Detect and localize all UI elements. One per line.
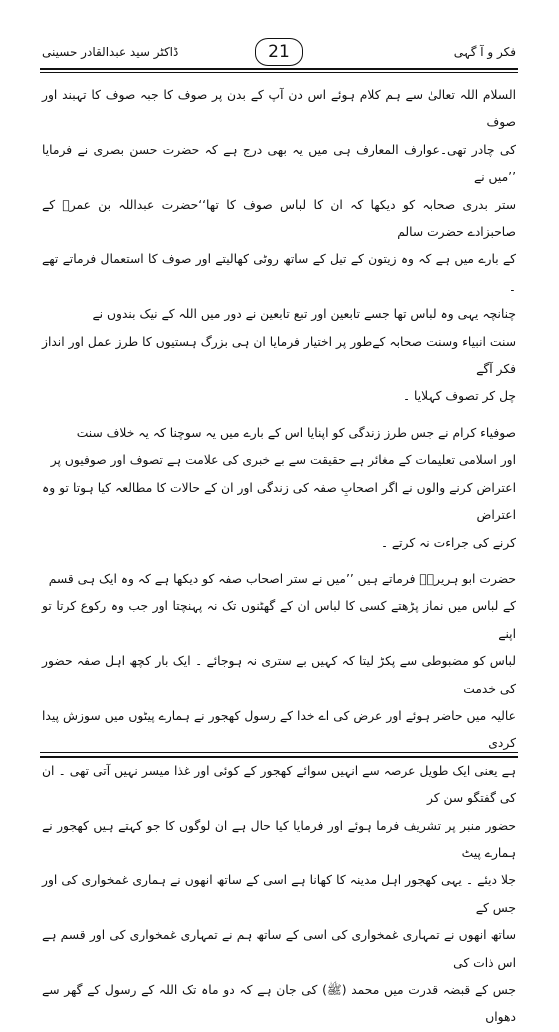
header-rule-thin: [40, 72, 518, 73]
text-line: اعتراض کرنے والوں نے اگر اصحابِ صفہ کی زندگی اور ان کے حالات کا مطالعہ کیا ہوتا تو وہ اعتراض: [42, 480, 516, 523]
page-body: [42, 82, 516, 1032]
text-line: جلا دیئے ۔ یہی کھجور اہل مدینہ کا کھانا ہے اسی کے ساتھ انھوں نے ہماری غمخواری کی اور جس کے: [42, 873, 516, 915]
header-rule-thick: [40, 68, 518, 70]
text-line: کرنے کی جراءت نہ کرتے ۔: [380, 535, 516, 550]
text-line: صوفیاء کرام نے جس طرز زندگی کو اپنایا اس کے بارے میں یہ سوچنا کہ یہ خلاف سنت: [76, 425, 516, 440]
book-title: فکر و آ گہی: [453, 45, 516, 59]
text-line: حضرت ابو ہریرہؓ فرماتے ہیں ’’میں نے ستر اصحاب صفہ کو دیکھا ہے کہ وہ ایک ہی قسم: [48, 571, 516, 586]
text-line: ساتھ انھوں نے تمہاری غمخواری کی اسی کے ساتھ ہم نے تمہاری غمخواری کی اور قسم ہے اس ذات کی: [42, 928, 516, 970]
text-line: ہے یعنی ایک طویل عرصہ سے انہیں سوائے کھجور کے کوئی اور غذا میسر نہیں آتی تھی ۔ ان کی گفتگو سن کر: [42, 763, 516, 806]
text-line: جس کے قبضہ قدرت میں محمد (ﷺ) کی جان ہے کہ دو ماہ تک اللہ کے رسول کے گھر سے دھواں: [42, 983, 516, 1025]
author-name: ڈاکٹر سید عبدالقادر حسینی: [42, 45, 179, 59]
text-line: سنت انبیاء وسنت صحابہ کےطور پر اختیار فرمایا ان ہی بزرگ ہستیوں کا طرز عمل اور انداز فکر آگے: [42, 334, 516, 377]
paragraph-2: [42, 301, 516, 411]
footer-rule-thin: [40, 752, 518, 753]
text-line: کے لباس میں نماز پڑھتے کسی کا لباس ان کے گھٹنوں تک نہ پہنچتا اور جب وہ رکوع کرتا تو اپنے: [42, 599, 516, 641]
text-line: عالیہ میں حاضر ہوئے اور عرض کی اے خدا کے رسول کھجور نے ہمارے پیٹوں میں سوزش پیدا کردی: [42, 708, 516, 751]
paragraph-4: [42, 566, 516, 1032]
text-line: چل کر تصوف کہلایا ۔: [402, 389, 516, 404]
text-line: اور اسلامی تعلیمات کے مغائر ہے حقیقت سے بے خبری کی علامت ہے تصوف اور صوفیوں پر: [50, 453, 516, 468]
page-number-badge: 21: [255, 38, 303, 66]
footer-rule-thick: [40, 756, 518, 758]
text-line: السلام اللہ تعالیٰ سے ہم کلام ہوئے اس دن آپ کے بدن پر صوف کا جبہ صوف کا تہبند اور صوف: [42, 88, 516, 130]
page-header: [40, 40, 518, 68]
paragraph-1: [42, 82, 516, 301]
text-line: چنانچہ یہی وہ لباس تھا جسے تابعین اور تبع تابعین نے دور میں اللہ کے نیک بندوں نے: [92, 307, 516, 322]
text-line: کی چادر تھی۔عوارف المعارف ہی میں یہ بھی درج ہے کہ حضرت حسن بصری نے فرمایا ’’میں نے: [42, 142, 516, 185]
paragraph-3: [42, 420, 516, 557]
text-line: لباس کو مضبوطی سے پکڑ لیتا کہ کہیں بے ستری نہ ہوجائے ۔ ایک بار کچھ اہل صفہ حضور کی خدمت: [42, 654, 516, 696]
text-line: حضور منبر پر تشریف فرما ہوئے اور فرمایا کیا حال ہے ان لوگوں کا جو کہتے ہیں کھجور نے ہمارے پیٹ: [42, 818, 516, 860]
text-line: ستر بدری صحابہ کو دیکھا کہ ان کا لباس صوف کا تھا‘‘حضرت عبداللہ بن عمرؓ کے صاحبزادے حضرت سالم: [42, 197, 516, 240]
text-line: کے بارے میں ہے کہ وہ زیتون کے تیل کے ساتھ روٹی کھالیتے اور صوف کا استعمال فرماتے تھے ۔: [42, 252, 516, 294]
